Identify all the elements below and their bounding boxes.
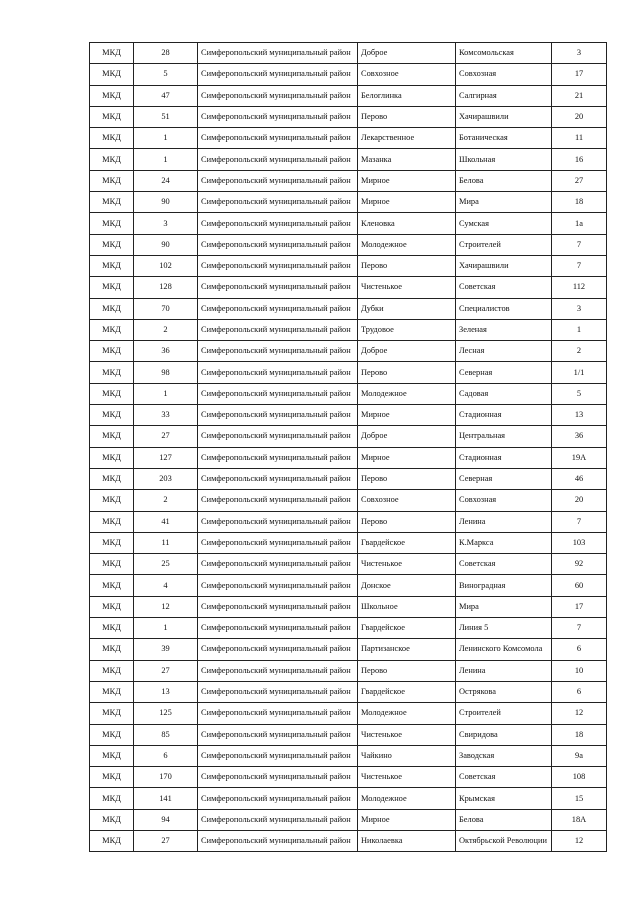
cell-district: Симферопольский муниципальный район: [198, 213, 358, 234]
cell-building-type: МКД: [90, 724, 134, 745]
cell-building-type: МКД: [90, 298, 134, 319]
cell-building-type: МКД: [90, 703, 134, 724]
cell-building-type: МКД: [90, 192, 134, 213]
cell-locality: Чистенькое: [358, 554, 456, 575]
table-row: [90, 405, 607, 426]
cell-building-type: МКД: [90, 532, 134, 553]
cell-street: Советская: [456, 554, 552, 575]
cell-house-number: 7: [552, 511, 607, 532]
cell-building-type: МКД: [90, 405, 134, 426]
cell-record-number: 11: [134, 532, 198, 553]
cell-building-type: МКД: [90, 447, 134, 468]
cell-locality: Мирное: [358, 447, 456, 468]
cell-locality: Доброе: [358, 43, 456, 64]
table-row: [90, 298, 607, 319]
cell-street: Специалистов: [456, 298, 552, 319]
cell-street: Хачирашвили: [456, 255, 552, 276]
cell-record-number: 12: [134, 596, 198, 617]
cell-street: Стадионная: [456, 447, 552, 468]
cell-record-number: 2: [134, 490, 198, 511]
cell-record-number: 6: [134, 745, 198, 766]
cell-house-number: 27: [552, 170, 607, 191]
cell-house-number: 7: [552, 255, 607, 276]
table-row: [90, 383, 607, 404]
cell-street: Ленинского Комсомола: [456, 639, 552, 660]
table-row: [90, 511, 607, 532]
cell-locality: Молодежное: [358, 234, 456, 255]
cell-house-number: 12: [552, 830, 607, 851]
cell-locality: Чистенькое: [358, 767, 456, 788]
cell-building-type: МКД: [90, 830, 134, 851]
cell-locality: Мирное: [358, 170, 456, 191]
cell-record-number: 1: [134, 618, 198, 639]
table-row: [90, 234, 607, 255]
table-row: [90, 575, 607, 596]
table-row: [90, 426, 607, 447]
cell-locality: Гвардейское: [358, 618, 456, 639]
cell-locality: Перово: [358, 106, 456, 127]
cell-building-type: МКД: [90, 490, 134, 511]
cell-building-type: МКД: [90, 234, 134, 255]
table-row: [90, 192, 607, 213]
cell-locality: Лекарственное: [358, 128, 456, 149]
cell-record-number: 1: [134, 383, 198, 404]
cell-district: Симферопольский муниципальный район: [198, 532, 358, 553]
table-row: [90, 319, 607, 340]
cell-locality: Перово: [358, 362, 456, 383]
table-row: [90, 532, 607, 553]
cell-house-number: 2: [552, 341, 607, 362]
table-row: [90, 149, 607, 170]
cell-record-number: 70: [134, 298, 198, 319]
cell-street: Центральная: [456, 426, 552, 447]
table-row: [90, 64, 607, 85]
cell-record-number: 90: [134, 192, 198, 213]
cell-building-type: МКД: [90, 618, 134, 639]
table-row: [90, 341, 607, 362]
table-row: [90, 681, 607, 702]
cell-building-type: МКД: [90, 213, 134, 234]
cell-street: Острякова: [456, 681, 552, 702]
cell-street: Зеленая: [456, 319, 552, 340]
cell-street: Советская: [456, 277, 552, 298]
cell-building-type: МКД: [90, 575, 134, 596]
cell-street: Садовая: [456, 383, 552, 404]
cell-record-number: 47: [134, 85, 198, 106]
cell-record-number: 128: [134, 277, 198, 298]
cell-street: Ботаническая: [456, 128, 552, 149]
cell-locality: Мирное: [358, 192, 456, 213]
cell-record-number: 2: [134, 319, 198, 340]
cell-district: Симферопольский муниципальный район: [198, 468, 358, 489]
cell-street: Совхозная: [456, 490, 552, 511]
cell-locality: Гвардейское: [358, 532, 456, 553]
cell-locality: Перово: [358, 660, 456, 681]
cell-locality: Чайкино: [358, 745, 456, 766]
cell-street: Строителей: [456, 234, 552, 255]
cell-locality: Мазанка: [358, 149, 456, 170]
cell-house-number: 5: [552, 383, 607, 404]
cell-record-number: 25: [134, 554, 198, 575]
cell-district: Симферопольский муниципальный район: [198, 426, 358, 447]
cell-building-type: МКД: [90, 767, 134, 788]
cell-street: Октябрьской Революции: [456, 830, 552, 851]
cell-record-number: 27: [134, 426, 198, 447]
table-row: [90, 660, 607, 681]
cell-house-number: 7: [552, 234, 607, 255]
cell-street: Северная: [456, 468, 552, 489]
cell-locality: Николаевка: [358, 830, 456, 851]
table-row: [90, 554, 607, 575]
cell-house-number: 112: [552, 277, 607, 298]
cell-district: Симферопольский муниципальный район: [198, 745, 358, 766]
cell-district: Симферопольский муниципальный район: [198, 618, 358, 639]
cell-house-number: 12: [552, 703, 607, 724]
cell-building-type: МКД: [90, 149, 134, 170]
cell-locality: Школьное: [358, 596, 456, 617]
cell-street: Ленина: [456, 660, 552, 681]
cell-district: Симферопольский муниципальный район: [198, 511, 358, 532]
cell-building-type: МКД: [90, 383, 134, 404]
cell-house-number: 19А: [552, 447, 607, 468]
cell-record-number: 1: [134, 149, 198, 170]
cell-district: Симферопольский муниципальный район: [198, 255, 358, 276]
cell-locality: Донское: [358, 575, 456, 596]
table-row: [90, 618, 607, 639]
cell-building-type: МКД: [90, 362, 134, 383]
cell-district: Симферопольский муниципальный район: [198, 298, 358, 319]
cell-district: Симферопольский муниципальный район: [198, 85, 358, 106]
cell-locality: Трудовое: [358, 319, 456, 340]
cell-house-number: 10: [552, 660, 607, 681]
cell-building-type: МКД: [90, 681, 134, 702]
cell-record-number: 94: [134, 809, 198, 830]
cell-building-type: МКД: [90, 596, 134, 617]
cell-building-type: МКД: [90, 639, 134, 660]
cell-street: Ленина: [456, 511, 552, 532]
cell-street: Хачирашвили: [456, 106, 552, 127]
table-body: [90, 43, 607, 852]
cell-district: Симферопольский муниципальный район: [198, 106, 358, 127]
cell-street: Линия 5: [456, 618, 552, 639]
cell-record-number: 127: [134, 447, 198, 468]
cell-district: Симферопольский муниципальный район: [198, 830, 358, 851]
cell-locality: Перово: [358, 511, 456, 532]
cell-street: Мира: [456, 192, 552, 213]
cell-house-number: 60: [552, 575, 607, 596]
table-row: [90, 255, 607, 276]
cell-house-number: 6: [552, 639, 607, 660]
cell-district: Симферопольский муниципальный район: [198, 575, 358, 596]
cell-district: Симферопольский муниципальный район: [198, 234, 358, 255]
table-row: [90, 724, 607, 745]
cell-record-number: 27: [134, 830, 198, 851]
cell-district: Симферопольский муниципальный район: [198, 341, 358, 362]
cell-district: Симферопольский муниципальный район: [198, 724, 358, 745]
cell-building-type: МКД: [90, 170, 134, 191]
cell-locality: Совхозное: [358, 490, 456, 511]
cell-street: Северная: [456, 362, 552, 383]
cell-record-number: 13: [134, 681, 198, 702]
cell-locality: Совхозное: [358, 64, 456, 85]
cell-district: Симферопольский муниципальный район: [198, 703, 358, 724]
cell-building-type: МКД: [90, 660, 134, 681]
cell-district: Симферопольский муниципальный район: [198, 490, 358, 511]
cell-house-number: 21: [552, 85, 607, 106]
cell-record-number: 41: [134, 511, 198, 532]
cell-house-number: 103: [552, 532, 607, 553]
cell-building-type: МКД: [90, 277, 134, 298]
cell-district: Симферопольский муниципальный район: [198, 809, 358, 830]
table-row: [90, 447, 607, 468]
cell-house-number: 3: [552, 298, 607, 319]
cell-street: Белова: [456, 809, 552, 830]
table-row: [90, 703, 607, 724]
cell-record-number: 102: [134, 255, 198, 276]
cell-district: Симферопольский муниципальный район: [198, 788, 358, 809]
cell-record-number: 28: [134, 43, 198, 64]
cell-building-type: МКД: [90, 85, 134, 106]
cell-district: Симферопольский муниципальный район: [198, 128, 358, 149]
cell-house-number: 46: [552, 468, 607, 489]
cell-district: Симферопольский муниципальный район: [198, 554, 358, 575]
cell-house-number: 108: [552, 767, 607, 788]
cell-house-number: 7: [552, 618, 607, 639]
cell-district: Симферопольский муниципальный район: [198, 170, 358, 191]
cell-district: Симферопольский муниципальный район: [198, 405, 358, 426]
cell-building-type: МКД: [90, 64, 134, 85]
table-row: [90, 277, 607, 298]
cell-house-number: 17: [552, 64, 607, 85]
cell-locality: Дубки: [358, 298, 456, 319]
cell-building-type: МКД: [90, 341, 134, 362]
cell-street: К.Маркса: [456, 532, 552, 553]
cell-house-number: 1: [552, 319, 607, 340]
cell-record-number: 170: [134, 767, 198, 788]
table-row: [90, 362, 607, 383]
cell-house-number: 13: [552, 405, 607, 426]
cell-locality: Перово: [358, 468, 456, 489]
table-row: [90, 468, 607, 489]
cell-house-number: 20: [552, 490, 607, 511]
table-row: [90, 128, 607, 149]
cell-house-number: 20: [552, 106, 607, 127]
cell-district: Симферопольский муниципальный район: [198, 319, 358, 340]
cell-record-number: 203: [134, 468, 198, 489]
table-row: [90, 788, 607, 809]
table-row: [90, 809, 607, 830]
cell-building-type: МКД: [90, 788, 134, 809]
cell-record-number: 85: [134, 724, 198, 745]
cell-street: Салгирная: [456, 85, 552, 106]
cell-record-number: 5: [134, 64, 198, 85]
table-row: [90, 170, 607, 191]
cell-locality: Доброе: [358, 426, 456, 447]
cell-street: Сумская: [456, 213, 552, 234]
cell-district: Симферопольский муниципальный район: [198, 383, 358, 404]
cell-locality: Кленовка: [358, 213, 456, 234]
cell-building-type: МКД: [90, 468, 134, 489]
cell-building-type: МКД: [90, 106, 134, 127]
cell-record-number: 141: [134, 788, 198, 809]
cell-record-number: 39: [134, 639, 198, 660]
table-row: [90, 745, 607, 766]
table-row: [90, 830, 607, 851]
cell-house-number: 3: [552, 43, 607, 64]
cell-building-type: МКД: [90, 554, 134, 575]
table-row: [90, 767, 607, 788]
cell-locality: Молодежное: [358, 383, 456, 404]
cell-record-number: 24: [134, 170, 198, 191]
cell-building-type: МКД: [90, 809, 134, 830]
table-row: [90, 106, 607, 127]
cell-record-number: 3: [134, 213, 198, 234]
cell-district: Симферопольский муниципальный район: [198, 43, 358, 64]
cell-house-number: 1а: [552, 213, 607, 234]
cell-locality: Перово: [358, 255, 456, 276]
cell-district: Симферопольский муниципальный район: [198, 362, 358, 383]
cell-district: Симферопольский муниципальный район: [198, 277, 358, 298]
cell-building-type: МКД: [90, 426, 134, 447]
cell-record-number: 90: [134, 234, 198, 255]
cell-record-number: 36: [134, 341, 198, 362]
cell-building-type: МКД: [90, 511, 134, 532]
cell-street: Крымская: [456, 788, 552, 809]
cell-record-number: 125: [134, 703, 198, 724]
cell-district: Симферопольский муниципальный район: [198, 149, 358, 170]
cell-building-type: МКД: [90, 43, 134, 64]
cell-district: Симферопольский муниципальный район: [198, 64, 358, 85]
cell-locality: Молодежное: [358, 788, 456, 809]
cell-district: Симферопольский муниципальный район: [198, 192, 358, 213]
cell-house-number: 16: [552, 149, 607, 170]
cell-record-number: 1: [134, 128, 198, 149]
cell-house-number: 17: [552, 596, 607, 617]
cell-street: Школьная: [456, 149, 552, 170]
cell-locality: Чистенькое: [358, 277, 456, 298]
cell-district: Симферопольский муниципальный район: [198, 596, 358, 617]
cell-street: Мира: [456, 596, 552, 617]
cell-district: Симферопольский муниципальный район: [198, 639, 358, 660]
cell-building-type: МКД: [90, 745, 134, 766]
table-row: [90, 596, 607, 617]
cell-building-type: МКД: [90, 255, 134, 276]
cell-street: Стадионная: [456, 405, 552, 426]
cell-house-number: 18А: [552, 809, 607, 830]
cell-house-number: 92: [552, 554, 607, 575]
cell-house-number: 1/1: [552, 362, 607, 383]
table-row: [90, 490, 607, 511]
cell-street: Свиридова: [456, 724, 552, 745]
cell-street: Комсомольская: [456, 43, 552, 64]
table-row: [90, 85, 607, 106]
cell-district: Симферопольский муниципальный район: [198, 767, 358, 788]
cell-house-number: 36: [552, 426, 607, 447]
cell-house-number: 18: [552, 724, 607, 745]
cell-house-number: 11: [552, 128, 607, 149]
cell-record-number: 33: [134, 405, 198, 426]
cell-locality: Молодежное: [358, 703, 456, 724]
cell-record-number: 4: [134, 575, 198, 596]
cell-street: Совхозная: [456, 64, 552, 85]
cell-building-type: МКД: [90, 128, 134, 149]
cell-street: Лесная: [456, 341, 552, 362]
table-row: [90, 639, 607, 660]
cell-locality: Гвардейское: [358, 681, 456, 702]
cell-record-number: 51: [134, 106, 198, 127]
cell-street: Белова: [456, 170, 552, 191]
table-row: [90, 213, 607, 234]
cell-locality: Чистенькое: [358, 724, 456, 745]
cell-house-number: 18: [552, 192, 607, 213]
cell-street: Виноградная: [456, 575, 552, 596]
cell-house-number: 15: [552, 788, 607, 809]
cell-house-number: 9а: [552, 745, 607, 766]
cell-locality: Доброе: [358, 341, 456, 362]
cell-district: Симферопольский муниципальный район: [198, 447, 358, 468]
cell-house-number: 6: [552, 681, 607, 702]
cell-street: Строителей: [456, 703, 552, 724]
cell-district: Симферопольский муниципальный район: [198, 681, 358, 702]
cell-locality: Мирное: [358, 405, 456, 426]
housing-register-table: [89, 42, 607, 852]
cell-locality: Партизанское: [358, 639, 456, 660]
cell-district: Симферопольский муниципальный район: [198, 660, 358, 681]
cell-record-number: 27: [134, 660, 198, 681]
cell-building-type: МКД: [90, 319, 134, 340]
cell-street: Советская: [456, 767, 552, 788]
cell-locality: Белоглинка: [358, 85, 456, 106]
cell-street: Заводская: [456, 745, 552, 766]
cell-locality: Мирное: [358, 809, 456, 830]
table-row: [90, 43, 607, 64]
cell-record-number: 98: [134, 362, 198, 383]
